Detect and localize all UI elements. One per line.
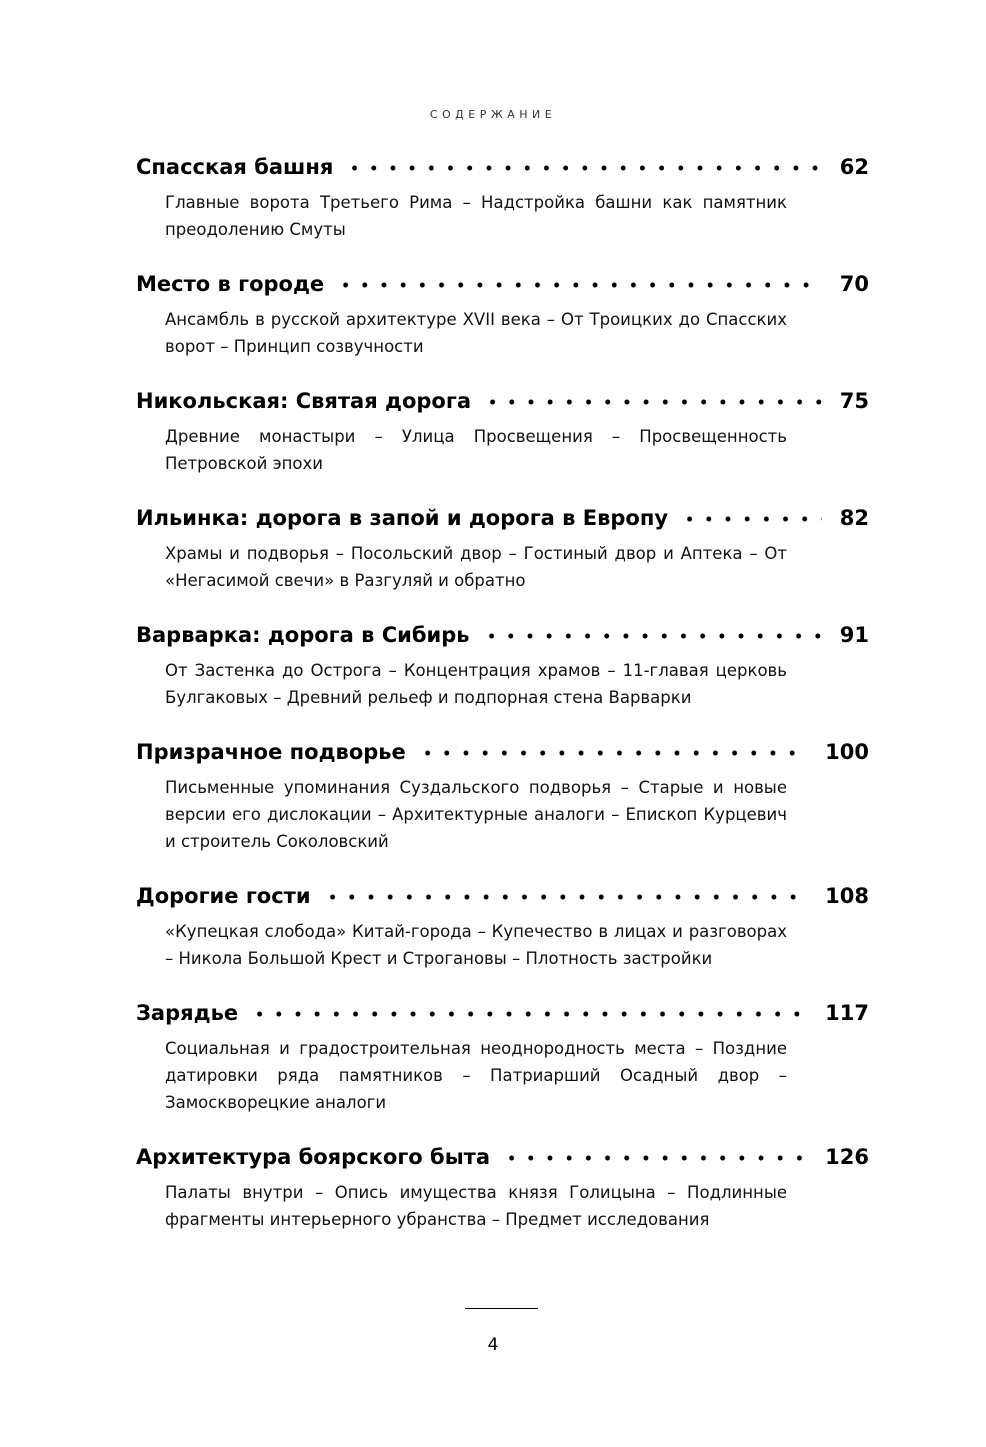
toc-entry-description: Ансамбль в русской архитектуре XVII века – От Троицких до Спасских ворот – Принцип созвучности xyxy=(165,310,787,356)
toc-entry-description: Письменные упоминания Суздальского подворья – Старые и новые версии его дислокации – Архитектурные аналоги – Епископ Курцевич и строитель Соколовский xyxy=(165,778,787,851)
dot-leader xyxy=(345,165,821,171)
toc-entry-description: Древние монастыри – Улица Просвещения – Просвещенность Петровской эпохи xyxy=(165,427,787,473)
toc-entry[interactable] xyxy=(136,623,869,711)
table-of-contents xyxy=(136,155,869,1262)
page-number: 4 xyxy=(487,1335,499,1355)
toc-entry-page-number: 117 xyxy=(825,1001,869,1025)
toc-entry-page-number: 126 xyxy=(825,1145,869,1169)
toc-entry-title: Место в городе xyxy=(136,272,325,296)
toc-entry-title: Призрачное подворье xyxy=(136,740,406,764)
toc-entry-heading xyxy=(136,506,869,540)
toc-entry-heading xyxy=(136,623,869,657)
dot-leader xyxy=(323,894,808,900)
toc-entry-title: Варварка: дорога в Сибирь xyxy=(136,623,470,647)
dot-leader xyxy=(336,282,822,288)
running-head: СОДЕРЖАНИЕ xyxy=(429,108,557,121)
dot-leader xyxy=(483,399,822,405)
toc-entry-title: Архитектура боярского быта xyxy=(136,1145,491,1169)
dot-leader xyxy=(250,1011,807,1017)
toc-entry-page-number: 82 xyxy=(839,506,869,530)
footer-rule xyxy=(465,1308,538,1309)
toc-entry-description: Главные ворота Третьего Рима – Надстройка башни как памятник преодолению Смуты xyxy=(165,193,787,239)
toc-entry[interactable] xyxy=(136,155,869,243)
toc-entry-heading xyxy=(136,740,869,774)
toc-entry-description: «Купецкая слобода» Китай-города – Купечество в лицах и разговорах – Никола Большой Крест и Строгановы – Плотность застройки xyxy=(165,922,787,968)
toc-entry-description: Палаты внутри – Опись имущества князя Голицына – Подлинные фрагменты интерьерного убранства – Предмет исследования xyxy=(165,1183,787,1229)
toc-entry-page-number: 62 xyxy=(839,155,869,179)
dot-leader xyxy=(418,750,807,756)
toc-entry-heading xyxy=(136,1001,869,1035)
toc-entry[interactable] xyxy=(136,506,869,594)
toc-entry-page-number: 91 xyxy=(839,623,869,647)
dot-leader xyxy=(502,1155,807,1161)
toc-entry-description: Социальная и градостроительная неоднородность места – Поздние датировки ряда памятников – Патриарший Осадный двор – Замоскворецкие аналоги xyxy=(165,1039,787,1112)
toc-entry[interactable] xyxy=(136,740,869,855)
toc-entry-title: Дорогие гости xyxy=(136,884,311,908)
toc-entry[interactable] xyxy=(136,884,869,972)
toc-entry[interactable] xyxy=(136,389,869,477)
toc-entry-title: Спасская башня xyxy=(136,155,334,179)
toc-entry-heading xyxy=(136,1145,869,1179)
toc-entry-description: Храмы и подворья – Посольский двор – Гостиный двор и Аптека – От «Негасимой свечи» в Разгуляй и обратно xyxy=(165,544,787,590)
toc-entry[interactable] xyxy=(136,272,869,360)
toc-entry-description: От Застенка до Острога – Концентрация храмов – 11-главая церковь Булгаковых – Древний рельеф и подпорная стена Варварки xyxy=(165,661,787,707)
toc-entry-heading xyxy=(136,884,869,918)
toc-entry-page-number: 100 xyxy=(825,740,869,764)
toc-entry-title: Никольская: Святая дорога xyxy=(136,389,472,413)
toc-entry-heading xyxy=(136,389,869,423)
toc-entry-page-number: 70 xyxy=(839,272,869,296)
dot-leader xyxy=(680,516,822,522)
toc-entry[interactable] xyxy=(136,1145,869,1233)
toc-entry-page-number: 108 xyxy=(825,884,869,908)
toc-entry-title: Ильинка: дорога в запой и дорога в Европу xyxy=(136,506,669,530)
dot-leader xyxy=(482,633,822,639)
toc-entry[interactable] xyxy=(136,1001,869,1116)
toc-entry-heading xyxy=(136,272,869,306)
toc-entry-heading xyxy=(136,155,869,189)
toc-entry-title: Зарядье xyxy=(136,1001,239,1025)
toc-entry-page-number: 75 xyxy=(839,389,869,413)
